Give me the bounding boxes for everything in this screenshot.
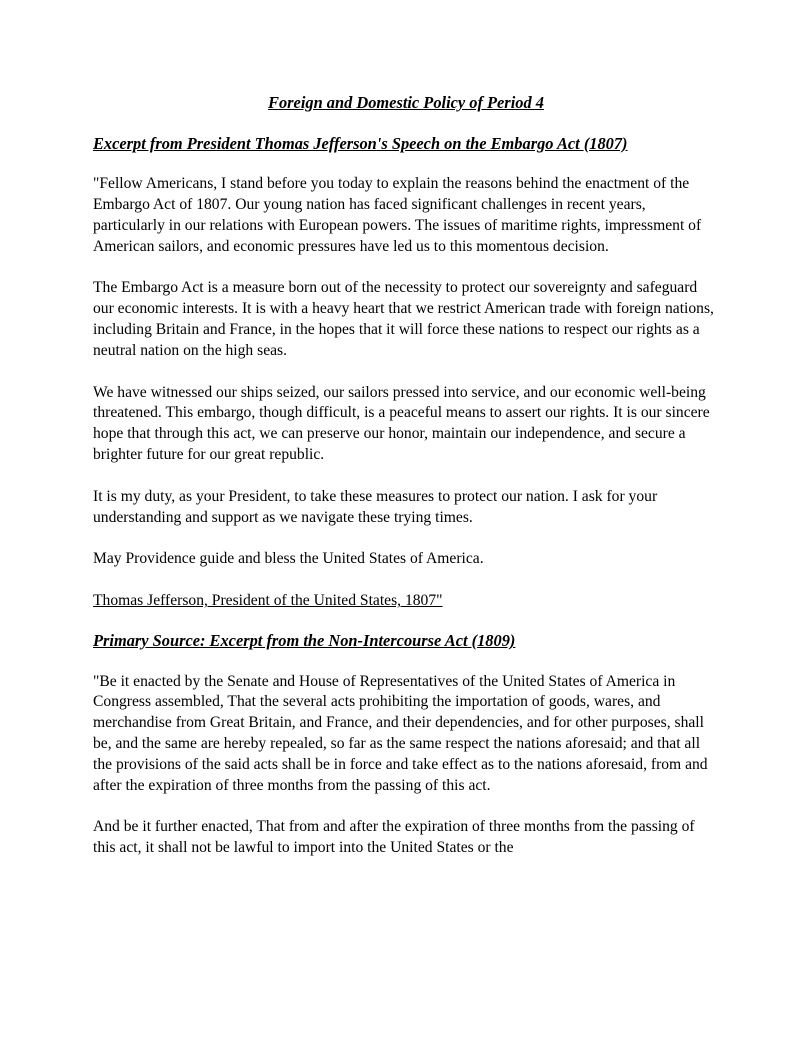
speech-paragraph-4: It is my duty, as your President, to take these measures to protect our nation. I ask for your understanding and support as we navigate these trying times. (93, 487, 658, 526)
section-heading-non-intercourse-act: Primary Source: Excerpt from the Non-Intercourse Act (1809) (93, 631, 516, 651)
speech-paragraph-3: We have witnessed our ships seized, our sailors pressed into service, and our economic well-being threatened. This embargo, though difficult, is a peaceful means to assert our rights. It is our sincere hope that through this act, we can preserve our honor, maintain our independence, and secure a brighter future for our great republic. (93, 383, 710, 464)
document-page (93, 93, 719, 880)
document-title: Foreign and Domestic Policy of Period 4 (268, 93, 544, 112)
speech-paragraph-5: May Providence guide and bless the United States of America. (93, 550, 484, 568)
act-paragraph-2: And be it further enacted, That from and after the expiration of three months from the passing of this act, it shall not be lawful to import into the United States or the (93, 818, 695, 857)
speech-signature: Thomas Jefferson, President of the United States, 1807" (93, 592, 443, 610)
speech-paragraph-1: "Fellow Americans, I stand before you today to explain the reasons behind the enactment of the Embargo Act of 1807. Our young nation has faced significant challenges in recent years, particularly in our relations with European powers. The issues of maritime rights, impressment of American sailors, and economic pressures have led us to this momentous decision. (93, 175, 702, 255)
section-heading-embargo-speech: Excerpt from President Thomas Jefferson's Speech on the Embargo Act (1807) (93, 133, 628, 153)
speech-paragraph-2: The Embargo Act is a measure born out of the necessity to protect our sovereignty and safeguard our economic interests. It is with a heavy heart that we restrict American trade with foreign nations, including Britain and France, in the hopes that it will force these nations to respect our rights as a neutral nation on the high seas. (93, 279, 714, 359)
act-paragraph-1: "Be it enacted by the Senate and House of Representatives of the United States of America in Congress assembled, That the several acts prohibiting the importation of goods, wares, and merchandise from Great Britain, and France, and their dependencies, and for other purposes, shall be, and the same are hereby repealed, so far as the same respect the nations aforesaid; and that all the provisions of the said acts shall be in force and take effect as to the nations aforesaid, from and after the expiration of three months from the passing of this act. (93, 672, 708, 794)
